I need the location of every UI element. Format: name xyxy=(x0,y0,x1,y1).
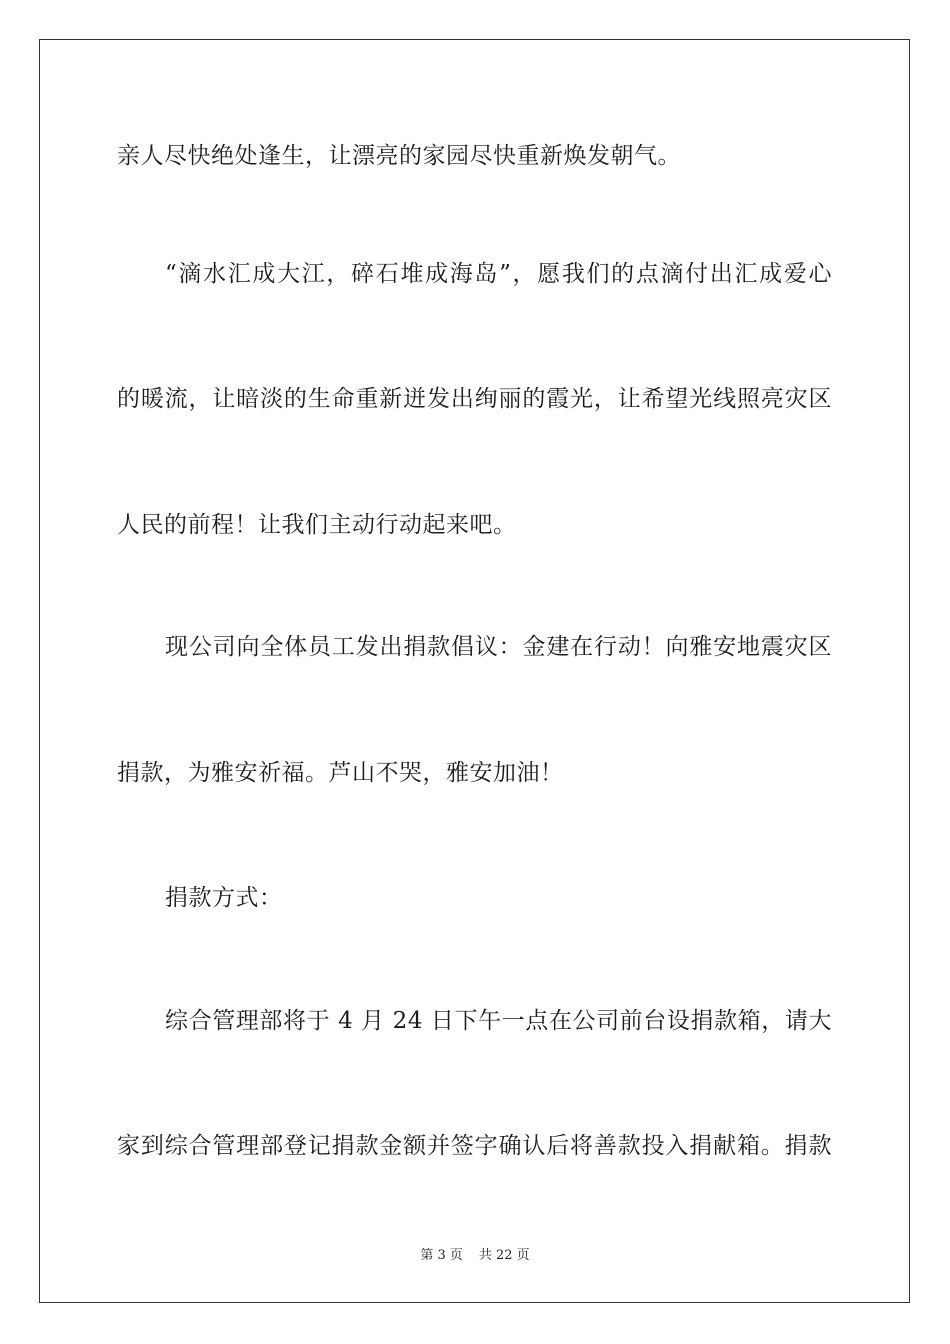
page-total: 共 22 页 xyxy=(478,1248,530,1263)
body-line-9: 家到综合管理部登记捐款金额并签字确认后将善款投入捐献箱。捐款 xyxy=(117,1133,832,1159)
page-border xyxy=(39,39,910,1303)
body-line-8: 综合管理部将于 4 月 24 日下午一点在公司前台设捐款箱，请大 xyxy=(165,1008,832,1034)
body-line-3: 的暖流，让暗淡的生命重新迸发出绚丽的霞光，让希望光线照亮灾区 xyxy=(117,386,832,412)
body-line-4: 人民的前程！让我们主动行动起来吧。 xyxy=(117,512,517,538)
body-line-1: 亲人尽快绝处逢生，让漂亮的家园尽快重新焕发朝气。 xyxy=(117,143,681,169)
page-footer xyxy=(0,1248,950,1264)
body-line-5: 现公司向全体员工发出捐款倡议：金建在行动！向雅安地震灾区 xyxy=(165,634,832,660)
body-line-6: 捐款，为雅安祈福。芦山不哭，雅安加油！ xyxy=(117,760,564,786)
body-line-2: “滴水汇成大江，碎石堆成海岛”，愿我们的点滴付出汇成爱心 xyxy=(165,261,832,287)
section-heading: 捐款方式： xyxy=(165,885,283,911)
page-number: 第 3 页 xyxy=(420,1248,463,1263)
